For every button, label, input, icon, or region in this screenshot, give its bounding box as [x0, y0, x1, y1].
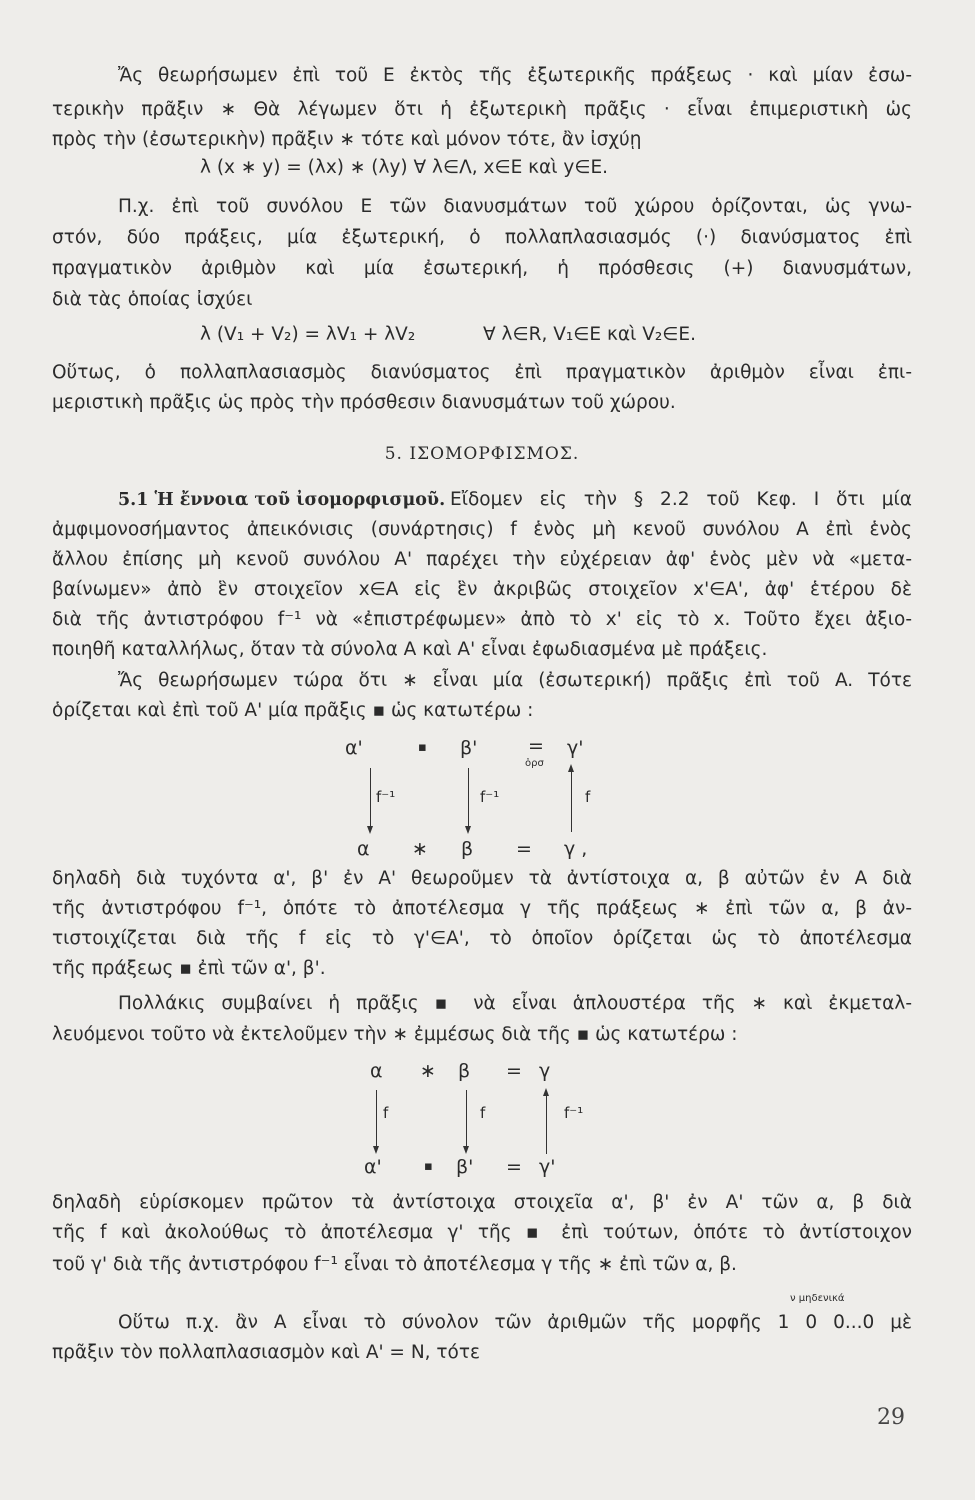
brace-label: ν μηδενικά: [790, 1293, 845, 1304]
text-line: Π.χ. ἐπὶ τοῦ συνόλου E τῶν διανυσμάτων τοῦ χώρου ὁρίζονται, ὡς γνω-: [118, 196, 912, 217]
diagram-operator: ∗: [420, 1060, 436, 1082]
arrow-label: f: [585, 788, 591, 806]
diagram-symbol: γ': [567, 737, 584, 759]
arrow-label: f⁻¹: [376, 788, 396, 806]
diagram-equals: =: [528, 735, 544, 757]
arrow-label: f⁻¹: [564, 1104, 584, 1122]
text-line: τῆς f καὶ ἀκολούθως τὸ ἀποτέλεσμα γ' τῆς ▪ ἐπὶ τούτων, ὁπότε τὸ ἀντίστοιχον: [52, 1222, 912, 1243]
arrow-label: f: [383, 1104, 389, 1122]
diagram-symbol: β': [456, 1156, 474, 1178]
section-heading: 5. ΙΣΟΜΟΡΦΙΣΜΟΣ.: [384, 444, 580, 464]
diagram-equals: =: [506, 1060, 522, 1082]
text-line: τῆς ἀντιστρόφου f⁻¹, ὁπότε τὸ ἀποτέλεσμα γ τῆς πράξεως ∗ ἐπὶ τῶν α, β ἀν-: [52, 898, 912, 919]
diagram-operator: ▪: [418, 740, 427, 755]
text-line: Οὕτω π.χ. ἂν A εἶναι τὸ σύνολον τῶν ἀριθμῶν τῆς μορφῆς 1 0 0...0 μὲ: [118, 1312, 912, 1333]
text-line: Ἄς θεωρήσωμεν τώρα ὅτι ∗ εἶναι μία (ἐσωτερική) πρᾶξις ἐπὶ τοῦ A. Τότε: [118, 670, 912, 691]
arrow-label: f⁻¹: [480, 788, 500, 806]
arrow-line: [571, 770, 572, 832]
arrow-down-icon: [463, 1146, 469, 1154]
text-line: πραγματικὸν ἀριθμὸν καὶ μία ἐσωτερική, ἡ πρόσθεσις (+) διανυσμάτων,: [52, 258, 912, 279]
arrow-label: f: [480, 1104, 486, 1122]
text-line: στόν, δύο πράξεις, μία ἐξωτερική, ὁ πολλαπλασιασμός (·) διανύσματος ἐπὶ: [52, 227, 912, 248]
text-line: δηλαδὴ διὰ τυχόντα α', β' ἐν A' θεωροῦμεν τὰ ἀντίστοιχα α, β αὐτῶν ἐν A διὰ: [52, 868, 912, 889]
arrow-line: [468, 768, 469, 830]
diagram-symbol: α: [357, 838, 370, 860]
text-line: τοῦ γ' διὰ τῆς ἀντιστρόφου f⁻¹ εἶναι τὸ ἀποτέλεσμα γ τῆς ∗ ἐπὶ τῶν α, β.: [52, 1254, 737, 1275]
diagram-equals: =: [506, 1156, 522, 1178]
arrow-line: [370, 768, 371, 830]
text-line: πρὸς τὴν (ἐσωτερικὴν) πρᾶξιν ∗ τότε καὶ μόνον τότε, ἂν ἰσχύῃ: [52, 129, 642, 150]
arrow-line: [466, 1090, 467, 1150]
text-line: διὰ τὰς ὁποίας ἰσχύει: [52, 289, 253, 310]
arrow-up-icon: [543, 1088, 549, 1096]
diagram-symbol: γ ,: [564, 838, 588, 860]
equation-distributive: λ (x ∗ y) = (λx) ∗ (λy) ∀ λ∈Λ, x∈E καὶ y∈E.: [200, 157, 609, 178]
text-line: πρᾶξιν τὸν πολλαπλασιασμὸν καὶ A' = N, τότε: [52, 1342, 481, 1363]
text-line: βαίνωμεν» ἀπὸ ἓν στοιχεῖον x∈A εἰς ἓν ἀκριβῶς στοιχεῖον x'∈A', ἀφ' ἑτέρου δὲ: [52, 579, 912, 600]
text-line: ὁρίζεται καὶ ἐπὶ τοῦ A' μία πρᾶξις ▪ ὡς κατωτέρω :: [52, 700, 534, 721]
text-line: λευόμενοι τοῦτο νὰ ἐκτελοῦμεν τὴν ∗ ἐμμέσως διὰ τῆς ▪ ὡς κατωτέρω :: [52, 1024, 738, 1045]
text-line: Οὕτως, ὁ πολλαπλασιασμὸς διανύσματος ἐπὶ πραγματικὸν ἀριθμὸν εἶναι ἐπι-: [52, 362, 912, 383]
diagram-operator: ∗: [412, 838, 428, 860]
page-number: 29: [877, 1405, 905, 1430]
subsection-title: 5.1 Ἡ ἔννοια τοῦ ἰσομορφισμοῦ.: [118, 490, 446, 510]
diagram-symbol: β': [460, 737, 478, 759]
text-line: Εἴδομεν εἰς τὴν § 2.2 τοῦ Κεφ. I ὅτι μία: [450, 489, 912, 510]
text-line: ποιηθῆ καταλλήλως, ὅταν τὰ σύνολα A καὶ A' εἶναι ἐφωδιασμένα μὲ πράξεις.: [52, 639, 768, 660]
text-line: τερικὴν πρᾶξιν ∗ Θὰ λέγωμεν ὅτι ἡ ἐξωτερικὴ πρᾶξις · εἶναι ἐπιμεριστικὴ ὡς: [52, 99, 912, 120]
arrow-down-icon: [367, 826, 373, 834]
arrow-line: [546, 1094, 547, 1154]
diagram-symbol: γ': [539, 1156, 556, 1178]
diagram-symbol: γ: [539, 1060, 551, 1082]
diagram-equals: =: [516, 838, 532, 860]
text-line: ἄλλου ἐπίσης μὴ κενοῦ συνόλου A' παρέχει τὴν εὐχέρειαν ἀφ' ἑνὸς μὲν νὰ «μετα-: [52, 549, 912, 570]
text-line: τιστοιχίζεται διὰ τῆς f εἰς τὸ γ'∈A', τὸ ὁποῖον ὁρίζεται ὡς τὸ ἀποτέλεσμα: [52, 928, 912, 949]
text-line: μεριστικὴ πρᾶξις ὡς πρὸς τὴν πρόσθεσιν διανυσμάτων τοῦ χώρου.: [52, 392, 676, 413]
diagram-symbol: α': [345, 737, 363, 759]
arrow-down-icon: [373, 1146, 379, 1154]
text-line: Πολλάκις συμβαίνει ἡ πρᾶξις ▪ νὰ εἶναι ἁπλουστέρα τῆς ∗ καὶ ἐκμεταλ-: [118, 993, 912, 1014]
diagram-operator: ▪: [424, 1159, 433, 1174]
diagram-symbol: α: [370, 1060, 383, 1082]
arrow-line: [376, 1090, 377, 1150]
definition-label: ὁρσ: [525, 758, 544, 769]
diagram-symbol: α': [364, 1156, 382, 1178]
equation-vectors-rhs: ∀ λ∈R, V₁∈E καὶ V₂∈E.: [483, 324, 696, 345]
text-line: δηλαδὴ εὑρίσκομεν πρῶτον τὰ ἀντίστοιχα στοιχεῖα α', β' ἐν A' τῶν α, β διὰ: [52, 1192, 912, 1213]
arrow-up-icon: [568, 764, 574, 772]
diagram-symbol: β: [458, 1060, 471, 1082]
arrow-down-icon: [465, 826, 471, 834]
text-line: διὰ τῆς ἀντιστρόφου f⁻¹ νὰ «ἐπιστρέφωμεν» ἀπὸ τὸ x' εἰς τὸ x. Τοῦτο ἔχει ἀξιο-: [52, 609, 912, 630]
text-line: ἀμφιμονοσήμαντος ἀπεικόνισις (συνάρτησις) f ἑνὸς μὴ κενοῦ συνόλου A ἐπὶ ἑνὸς: [52, 519, 912, 540]
diagram-symbol: β: [461, 838, 474, 860]
text-line: τῆς πράξεως ▪ ἐπὶ τῶν α', β'.: [52, 958, 326, 979]
equation-vectors-lhs: λ (V₁ + V₂) = λV₁ + λV₂: [200, 324, 416, 345]
text-line: Ἄς θεωρήσωμεν ἐπὶ τοῦ E ἐκτὸς τῆς ἐξωτερικῆς πράξεως · καὶ μίαν ἐσω-: [118, 65, 912, 86]
